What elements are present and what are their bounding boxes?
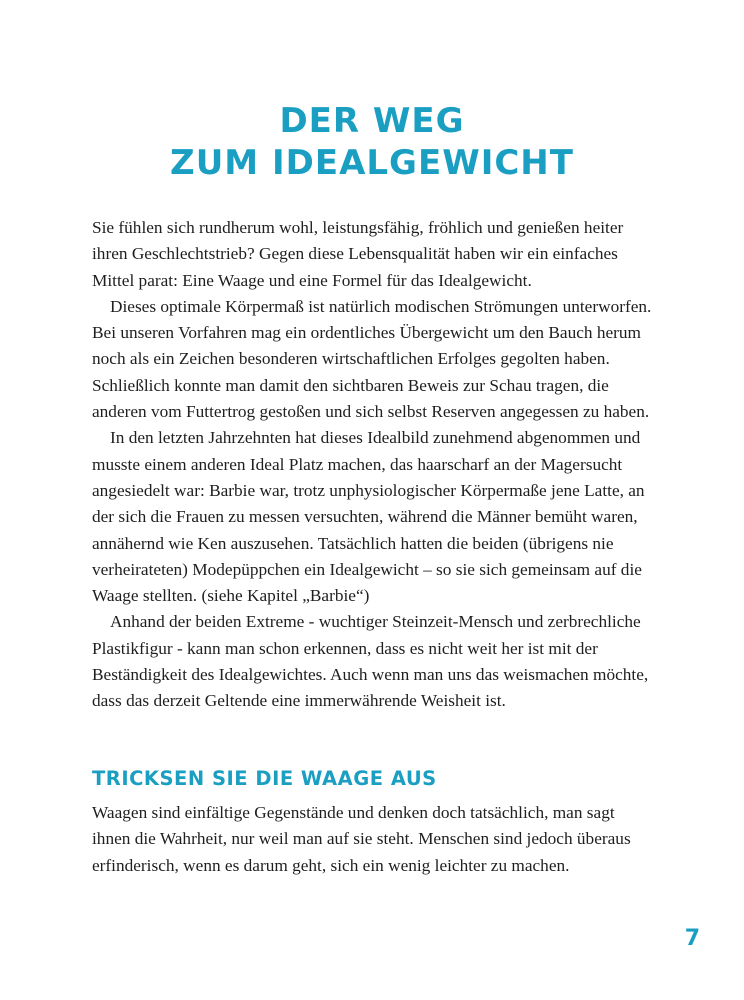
paragraph-4: Anhand der beiden Extreme - wuchtiger Steinzeit-Mensch und zerbrechliche Plastikfigur - kann man schon erkennen, dass es nicht weit her ist mit der Beständigkeit des Idealgewichtes. Auch wenn man uns das weismachen möchte, dass das derzeit Geltende eine immerwährende Weisheit ist. bbox=[92, 612, 649, 711]
page-title-line-2: ZUM IDEALGEWICHT bbox=[170, 143, 574, 183]
page-title-line-1: DER WEG bbox=[279, 101, 465, 141]
paragraph-3: In den letzten Jahrzehnten hat dieses Idealbild zunehmend abgenommen und musste einem anderen Ideal Platz machen, das haarscharf an der Magersucht angesiedelt war: Barbie war, trotz unphysiologischer Körpermaße jene Latte, an der sich die Frauen zu messen versuchten, während die Männer bemüht waren, annähernd wie Ken auszusehen. Tatsächlich hatten die beiden (übrigens nie verheirateten) Modepüppchen ein Idealgewicht – so sie sich gemeinsam auf die Waage stellten. (siehe Kapitel „Barbie“) bbox=[92, 428, 645, 606]
section-heading: TRICKSEN SIE DIE WAAGE AUS bbox=[92, 767, 437, 790]
page-title bbox=[0, 100, 744, 184]
page-number: 7 bbox=[684, 926, 700, 951]
paragraph-1: Sie fühlen sich rundherum wohl, leistungsfähig, fröhlich und genießen heiter ihren Geschlechtstrieb? Gegen diese Lebensqualität haben wir ein einfaches Mittel parat: Eine Waage und eine Formel für das Idealgewicht. bbox=[92, 218, 624, 290]
paragraph-2: Dieses optimale Körpermaß ist natürlich modischen Strömungen unterworfen. Bei unseren Vorfahren mag ein ordentliches Übergewicht um den Bauch herum noch als ein Zeichen besonderen wirtschaftlichen Erfolges gegolten haben. Schließlich konnte man damit den sichtbaren Beweis zur Schau tragen, die anderen vom Futtertrog gestoßen und sich selbst Reserven angegessen zu haben. bbox=[92, 296, 652, 422]
second-text-section bbox=[92, 800, 652, 879]
paragraph-5: Waagen sind einfältige Gegenstände und denken doch tatsächlich, man sagt ihnen die Wahrheit, nur weil man auf sie steht. Menschen sind jedoch überaus erfinderisch, wenn es darum geht, sich ein wenig leichter zu machen. bbox=[92, 803, 631, 875]
main-text-section bbox=[92, 215, 652, 715]
